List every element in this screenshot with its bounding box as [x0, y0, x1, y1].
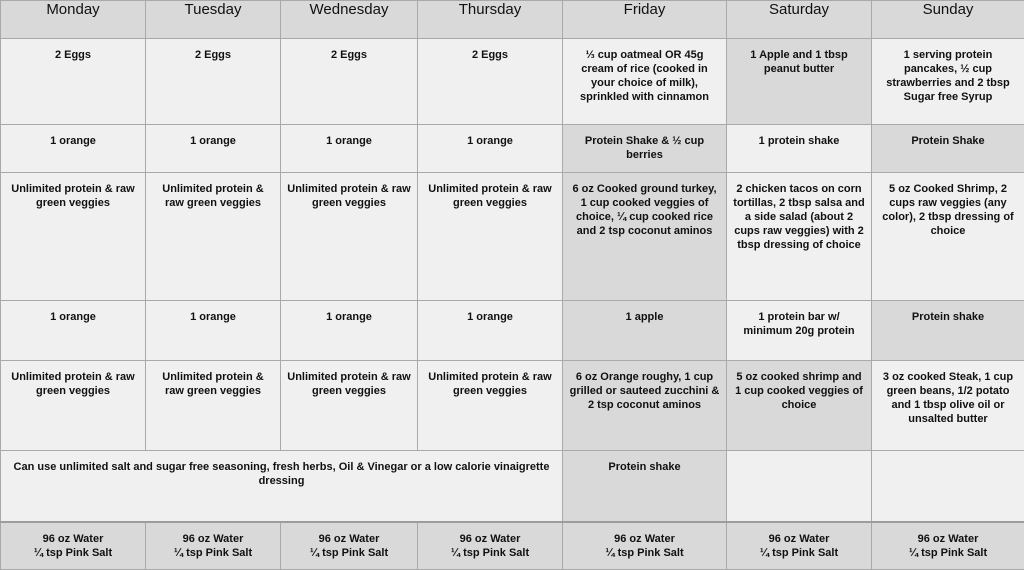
water-cell [872, 522, 1024, 570]
water-amount: 96 oz Water [878, 532, 1018, 546]
meal-cell: Unlimited protein & raw green veggies [418, 361, 563, 451]
meal-cell: 1 serving protein pancakes, ½ cup strawberries and 2 tbsp Sugar free Syrup [872, 39, 1024, 125]
meal-cell: Protein Shake & ½ cup berries [563, 125, 727, 173]
table-row [1, 451, 1024, 522]
meal-cell: 2 Eggs [1, 39, 146, 125]
pink-salt-amount: ¼ tsp Pink Salt [424, 546, 556, 560]
day-header-sunday: Sunday [872, 1, 1024, 39]
pink-salt-amount: ¼ tsp Pink Salt [569, 546, 720, 560]
meal-cell: 2 Eggs [146, 39, 281, 125]
meal-cell: Unlimited protein & raw green veggies [418, 173, 563, 301]
meal-cell: 6 oz Cooked ground turkey, 1 cup cooked veggies of choice, ¼ cup cooked rice and 2 tsp coconut aminos [563, 173, 727, 301]
water-amount: 96 oz Water [424, 532, 556, 546]
meal-cell: 1 orange [281, 301, 418, 361]
table-row [1, 125, 1024, 173]
water-amount: 96 oz Water [287, 532, 411, 546]
meal-cell: 6 oz Orange roughy, 1 cup grilled or sauteed zucchini & 2 tsp coconut aminos [563, 361, 727, 451]
meal-cell: ⅓ cup oatmeal OR 45g cream of rice (cooked in your choice of milk), sprinkled with cinnamon [563, 39, 727, 125]
meal-cell: 5 oz Cooked Shrimp, 2 cups raw veggies (any color), 2 tbsp dressing of choice [872, 173, 1024, 301]
water-amount: 96 oz Water [733, 532, 865, 546]
meal-cell: 1 orange [146, 125, 281, 173]
water-cell [418, 522, 563, 570]
meal-cell: 1 protein shake [727, 125, 872, 173]
meal-cell: Unlimited protein & raw green veggies [146, 361, 281, 451]
meal-cell: Unlimited protein & raw green veggies [281, 173, 418, 301]
pink-salt-amount: ¼ tsp Pink Salt [287, 546, 411, 560]
table-row [1, 39, 1024, 125]
water-cell [146, 522, 281, 570]
day-header-wednesday: Wednesday [281, 1, 418, 39]
meal-cell: 2 chicken tacos on corn tortillas, 2 tbsp salsa and a side salad (about 2 cups raw veggies) with 2 tbsp dressing of choice [727, 173, 872, 301]
water-cell [281, 522, 418, 570]
meal-cell: 1 orange [281, 125, 418, 173]
empty-cell [727, 451, 872, 522]
water-amount: 96 oz Water [152, 532, 274, 546]
pink-salt-amount: ¼ tsp Pink Salt [733, 546, 865, 560]
table-row [1, 361, 1024, 451]
day-header-monday: Monday [1, 1, 146, 39]
meal-cell: 1 orange [1, 125, 146, 173]
meal-cell: 5 oz cooked shrimp and 1 cup cooked veggies of choice [727, 361, 872, 451]
water-amount: 96 oz Water [569, 532, 720, 546]
meal-cell: Unlimited protein & raw green veggies [281, 361, 418, 451]
meal-cell: Unlimited protein & raw green veggies [1, 361, 146, 451]
meal-cell: 1 apple [563, 301, 727, 361]
water-cell [727, 522, 872, 570]
meal-cell: 1 orange [418, 301, 563, 361]
meal-cell: 3 oz cooked Steak, 1 cup green beans, 1/2 potato and 1 tbsp olive oil or unsalted butter [872, 361, 1024, 451]
water-row [1, 522, 1024, 570]
water-cell [563, 522, 727, 570]
water-amount: 96 oz Water [7, 532, 139, 546]
day-header-thursday: Thursday [418, 1, 563, 39]
meal-cell: 1 orange [1, 301, 146, 361]
meal-cell: 2 Eggs [418, 39, 563, 125]
day-header-friday: Friday [563, 1, 727, 39]
table-row [1, 301, 1024, 361]
meal-cell: Protein Shake [872, 125, 1024, 173]
table-row [1, 173, 1024, 301]
meal-cell: 2 Eggs [281, 39, 418, 125]
meal-cell: 1 Apple and 1 tbsp peanut butter [727, 39, 872, 125]
meal-cell: 1 orange [146, 301, 281, 361]
pink-salt-amount: ¼ tsp Pink Salt [152, 546, 274, 560]
day-header-saturday: Saturday [727, 1, 872, 39]
meal-cell: Protein shake [872, 301, 1024, 361]
water-cell [1, 522, 146, 570]
pink-salt-amount: ¼ tsp Pink Salt [878, 546, 1018, 560]
empty-cell [872, 451, 1024, 522]
seasoning-note: Can use unlimited salt and sugar free seasoning, fresh herbs, Oil & Vinegar or a low calorie vinaigrette dressing [1, 451, 563, 522]
meal-cell: Protein shake [563, 451, 727, 522]
meal-cell: Unlimited protein & raw green veggies [1, 173, 146, 301]
meal-cell: Unlimited protein & raw green veggies [146, 173, 281, 301]
meal-cell: 1 protein bar w/ minimum 20g protein [727, 301, 872, 361]
meal-cell: 1 orange [418, 125, 563, 173]
day-header-tuesday: Tuesday [146, 1, 281, 39]
pink-salt-amount: ¼ tsp Pink Salt [7, 546, 139, 560]
